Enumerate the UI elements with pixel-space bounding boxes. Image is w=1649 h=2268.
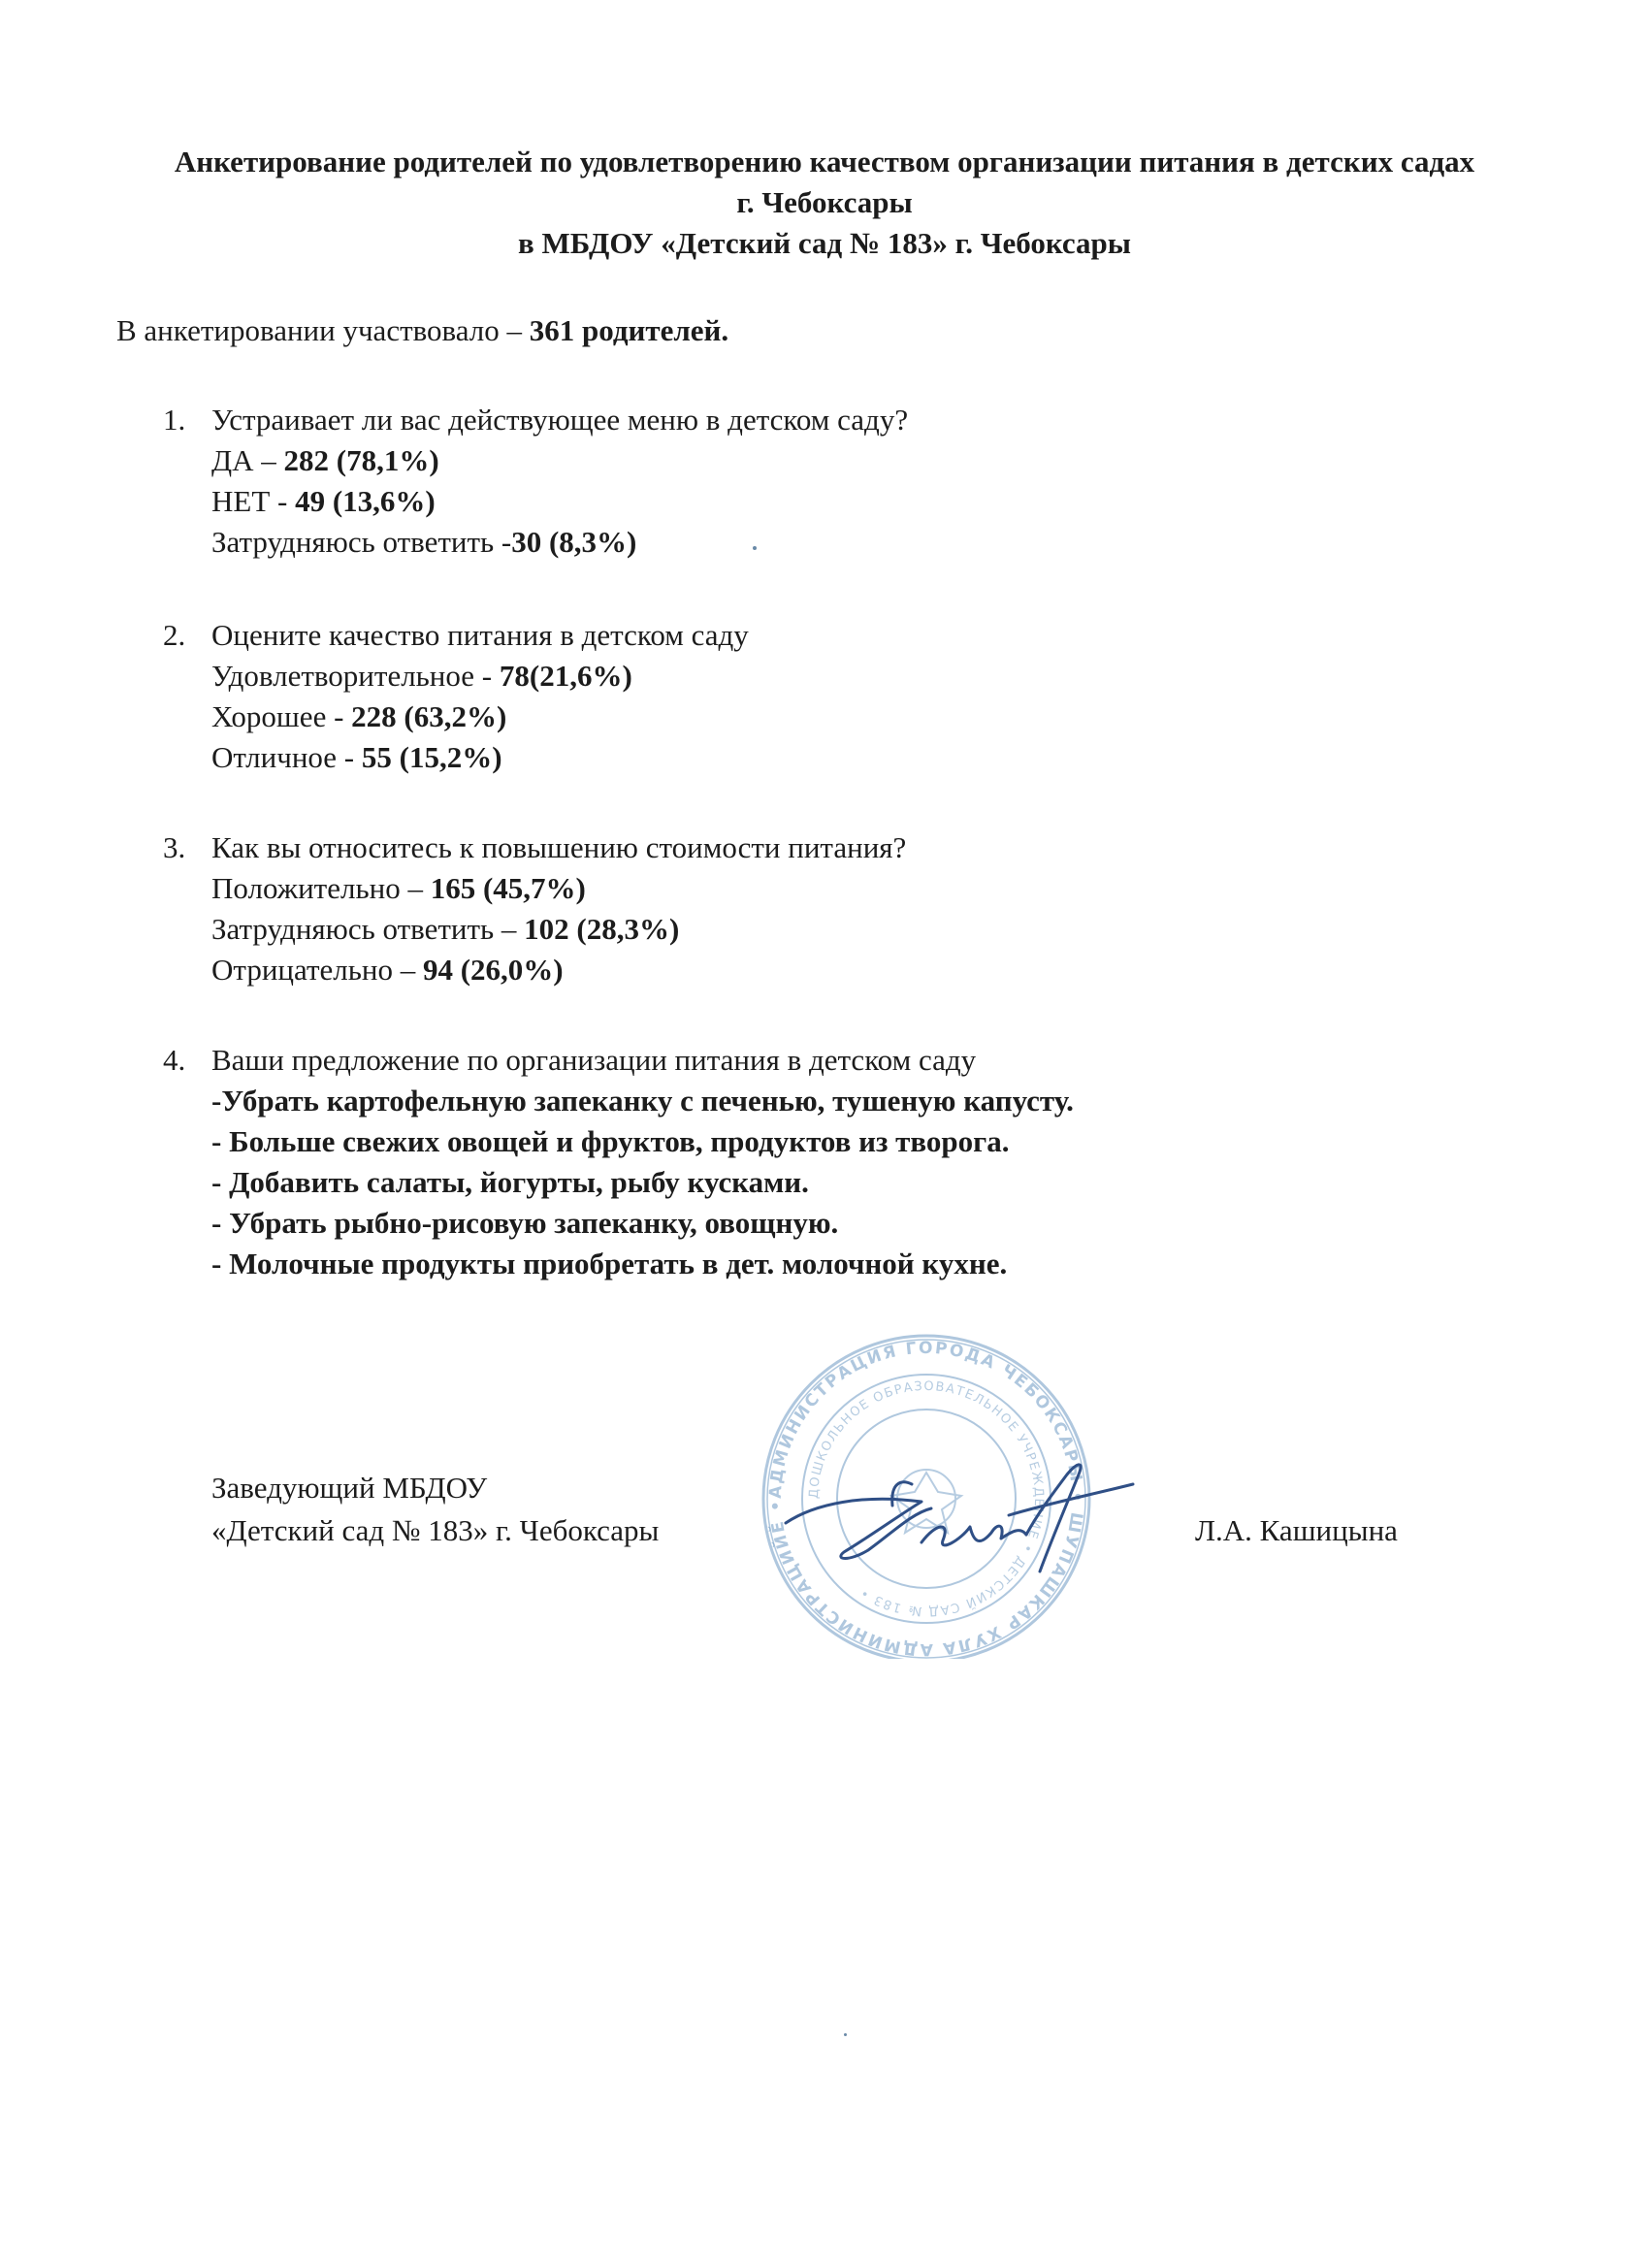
suggestion-item: - Больше свежих овощей и фруктов, продуктов из творога. [211,1124,1010,1158]
position-line-1: Заведующий МБДОУ [211,1471,488,1505]
answer-label: Затрудняюсь ответить – [211,912,525,946]
answer-label: Отличное - [211,740,362,774]
answer-value: 102 (28,3%) [524,912,680,946]
answer-value: 228 (63,2%) [351,699,507,733]
suggestion-item: - Добавить салаты, йогурты, рыбу кусками. [211,1165,809,1199]
question-text: Ваши предложение по организации питания в детском саду [211,1043,977,1077]
answer-value: 282 (78,1%) [283,443,439,477]
participants-line [116,310,728,351]
stamp-inner-text: ДОШКОЛЬНОЕ ОБРАЗОВАТЕЛЬНОЕ УЧРЕЖДЕНИЕ • ДЕТСКИЙ САД № 183 • [806,1378,1047,1619]
title-line-2: г. Чебоксары [736,185,913,219]
answer-value: 55 (15,2%) [361,740,502,774]
answer-line [211,656,749,697]
participants-text: В анкетировании участвовало – [116,313,530,347]
question-text: Оцените качество питания в детском саду [211,618,749,652]
scan-speck [753,546,757,550]
question-3 [163,827,906,990]
signatory-position [211,1467,659,1552]
question-1 [163,400,908,563]
document-title [87,142,1562,264]
stamp-outer-text: АДМИНИСТРАЦИЯ ГОРОДА ЧЕБОКСАРЫ • ШУПАШКАР ХУЛА АДМИНИСТРАЦИЙĔ • [765,1338,1087,1659]
answer-label: Удовлетворительное - [211,659,500,693]
answer-line [211,950,906,990]
answer-line [211,868,906,909]
answer-line [211,522,908,563]
suggestion-item: - Убрать рыбно-рисовую запеканку, овощную. [211,1206,839,1240]
answer-line [211,909,906,950]
answer-label: Отрицательно – [211,953,423,987]
signatory-name: Л.А. Кашицына [1195,1513,1398,1547]
suggestion-item: -Убрать картофельную запеканку с печенью, тушеную капусту. [211,1084,1074,1118]
answer-value: 94 (26,0%) [422,953,564,987]
scan-speck [844,2033,847,2036]
answer-value: 30 (8,3%) [511,525,637,559]
suggestion-item: - Молочные продукты приобретать в дет. молочной кухне. [211,1247,1008,1280]
question-text: Устраивает ли вас действующее меню в детском саду? [211,403,909,437]
answer-label: Положительно – [211,871,431,905]
question-number: 4. [163,1043,186,1077]
question-4 [163,1040,1074,1284]
answer-line [211,737,749,778]
question-text: Как вы относитесь к повышению стоимости питания? [211,830,907,864]
question-number: 1. [163,403,186,437]
answer-label: Затрудняюсь ответить - [211,525,512,559]
answer-value: 165 (45,7%) [430,871,586,905]
title-line-1: Анкетирование родителей по удовлетворению качеством организации питания в детских садах [174,145,1475,178]
question-number: 2. [163,618,186,652]
answer-label: Хорошее - [211,699,352,733]
answer-line [211,440,908,481]
answer-line [211,697,749,737]
answer-label: НЕТ - [211,484,296,518]
question-number: 3. [163,830,186,864]
answer-label: ДА – [211,443,284,477]
position-line-2: «Детский сад № 183» г. Чебоксары [211,1513,660,1547]
participants-count: 361 родителей. [529,313,729,347]
title-line-3: в МБДОУ «Детский сад № 183» г. Чебоксары [517,226,1131,260]
question-2 [163,615,749,778]
answer-value: 49 (13,6%) [295,484,436,518]
answer-value: 78(21,6%) [499,659,632,693]
handwritten-signature [776,1445,1145,1591]
answer-line [211,481,908,522]
